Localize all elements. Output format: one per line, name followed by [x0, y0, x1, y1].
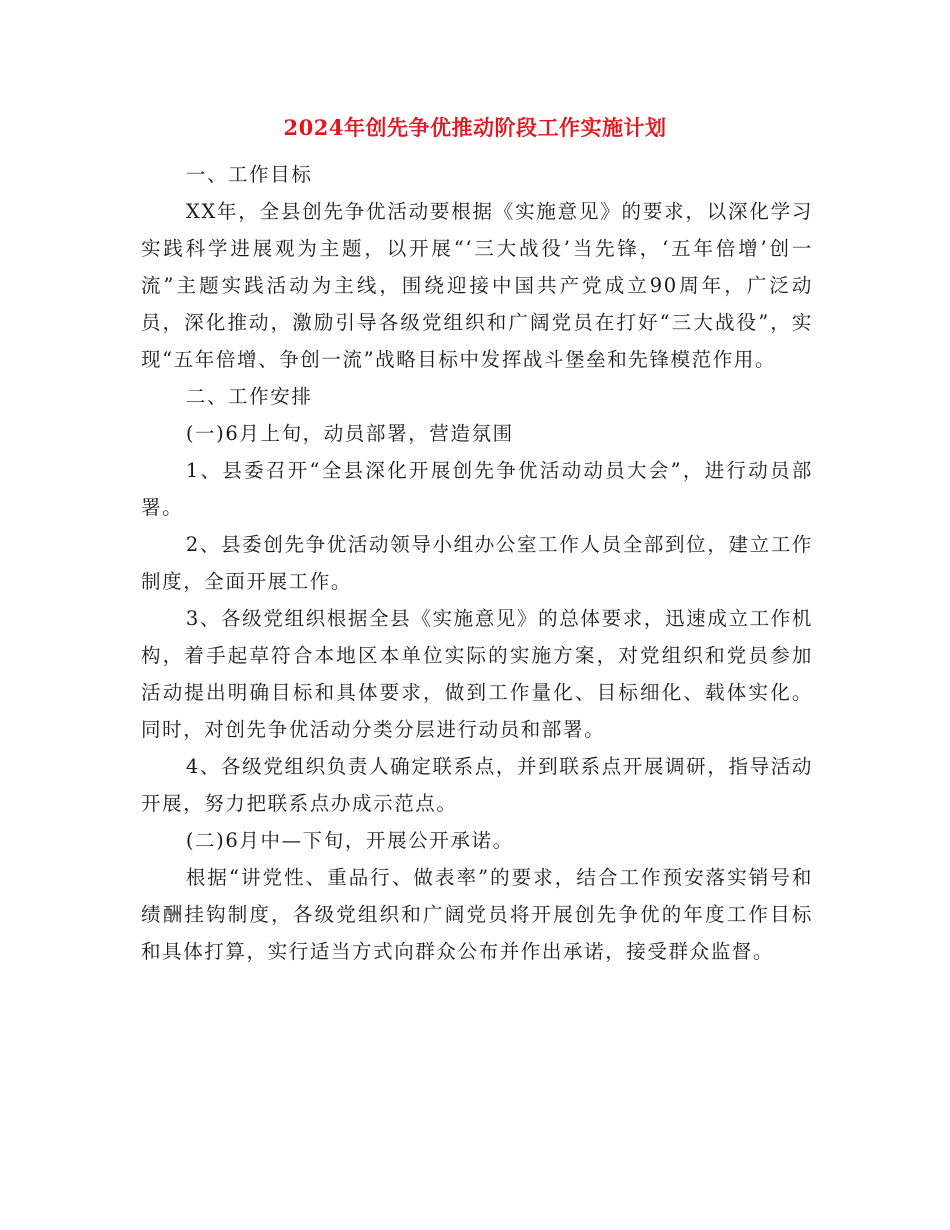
item-2: 2、县委创先争优活动领导小组办公室工作人员全部到位，建立工作制度，全面开展工作。 [141, 533, 813, 593]
subheading-mid-late-june: (二)6月中—下旬，开展公开承诺。 [185, 829, 514, 852]
document-body [141, 156, 813, 970]
paragraph-public-commitment: 根据“讲党性、重品行、做表率”的要求，结合工作预安落实销号和绩酬挂钩制度，各级党组织和广阔党员将开展创先争优的年度工作目标和具体打算，实行适当方式向群众公布并作出承诺，接受群众监督。 [141, 866, 813, 963]
heading-work-arrangement: 二、工作安排 [185, 385, 313, 408]
item-3: 3、各级党组织根据全县《实施意见》的总体要求，迅速成立工作机构，着手起草符合本地区本单位实际的实施方案，对党组织和党员参加活动提出明确目标和具体要求，做到工作量化、目标细化、载体实化。同时，对创先争优活动分类分层进行动员和部署。 [141, 607, 813, 741]
heading-work-goal: 一、工作目标 [185, 163, 313, 186]
paragraph-work-goal: XX年，全县创先争优活动要根据《实施意见》的要求，以深化学习实践科学进展观为主题，以开展“‘三大战役’当先锋，‘五年倍增’创一流”主题实践活动为主线，围绕迎接中国共产党成立90周年，广泛动员，深化推动，激励引导各级党组织和广阔党员在打好“三大战役”，实现“五年倍增、争创一流”战略目标中发挥战斗堡垒和先锋模范作用。 [141, 200, 813, 371]
subheading-early-june: (一)6月上旬，动员部署，营造氛围 [185, 422, 514, 445]
item-1: 1、县委召开“全县深化开展创先争优活动动员大会”，进行动员部署。 [141, 459, 813, 519]
document-title: 2024年创先争优推动阶段工作实施计划 [283, 115, 667, 140]
item-4: 4、各级党组织负责人确定联系点，并到联系点开展调研，指导活动开展，努力把联系点办成示范点。 [141, 755, 813, 815]
